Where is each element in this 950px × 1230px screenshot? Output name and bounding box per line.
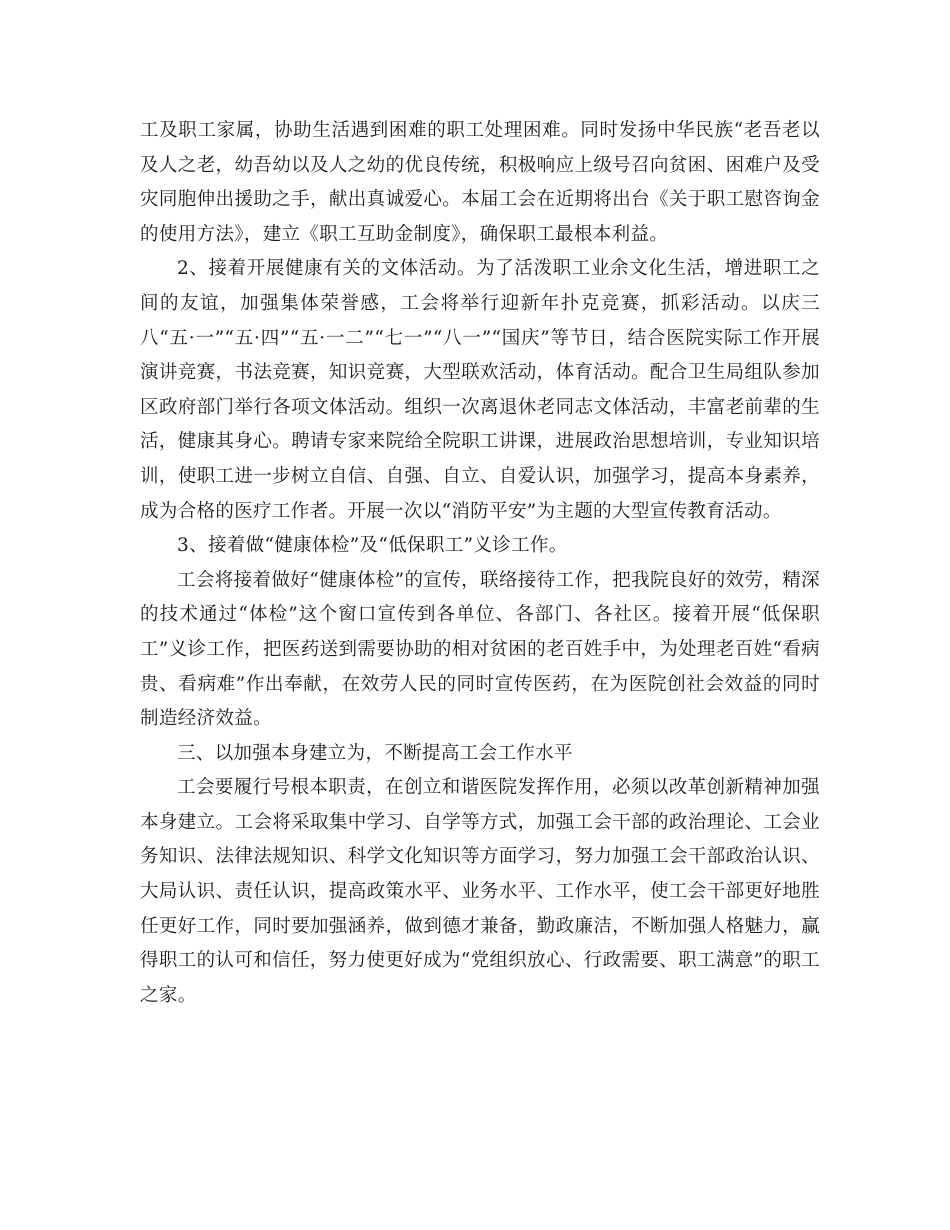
paragraph-health-checkup: 工会将接着做好“健康体检”的宣传，联络接待工作，把我院良好的效劳，精深的技术通过“体检”这个窗口宣传到各单位、各部门、各社区。接着开展“低保职工”义诊工作，把医药送到需要协助的相对贫困的老百姓手中，为处理老百姓“看病贵、看病难”作出奉献，在效劳人民的同时宣传医药，在为医院创社会效益的同时制造经济效益。 [140, 569, 820, 730]
document-body [140, 114, 820, 1013]
section-heading-three: 三、以加强本身建立为，不断提高工会工作水平 [177, 742, 573, 764]
paragraph-continuation: 工及职工家属，协助生活遇到困难的职工处理困难。同时发扬中华民族“老吾老以及人之老，幼吾幼以及人之幼的优良传统，积极响应上级号召向贫困、困难户及受灾同胞伸出援助之手，献出真诚爱心。本届工会在近期将出台《关于职工慰咨询金的使用方法》，建立《职工互助金制度》，确保职工最根本利益。 [140, 120, 820, 245]
paragraph-item-2-cultural-activities: 2、接着开展健康有关的文体活动。为了活泼职工业余文化生活，增进职工之间的友谊，加强集体荣誉感，工会将举行迎新年扑克竞赛，抓彩活动。以庆三八“五·一”“五·四”“五·一二”“七一”“八一”“国庆”等节日，结合医院实际工作开展演讲竞赛，书法竞赛，知识竞赛，大型联欢活动，体育活动。配合卫生局组队参加区政府部门举行各项文体活动。组织一次离退休老同志文体活动，丰富老前辈的生活，健康其身心。聘请专家来院给全院职工讲课，进展政治思想培训，专业知识培训，使职工进一步树立自信、自强、自立、自爱认识，加强学习，提高本身素养，成为合格的医疗工作者。开展一次以“消防平安”为主题的大型宣传教育活动。 [140, 258, 820, 522]
paragraph-self-construction: 工会要履行号根本职责，在创立和谐医院发挥作用，必须以改革创新精神加强本身建立。工会将采取集中学习、自学等方式，加强工会干部的政治理论、工会业务知识、法律法规知识、科学文化知识等方面学习，努力加强工会干部政治认识、大局认识、责任认识，提高政策水平、业务水平、工作水平，使工会干部更好地胜任更好工作，同时要加强涵养，做到德才兼备，勤政廉洁，不断加强人格魅力，赢得职工的认可和信任，努力使更好成为“党组织放心、行政需要、职工满意”的职工之家。 [140, 777, 820, 1006]
paragraph-item-3-heading: 3、接着做“健康体检”及“低保职工”义诊工作。 [177, 535, 568, 557]
